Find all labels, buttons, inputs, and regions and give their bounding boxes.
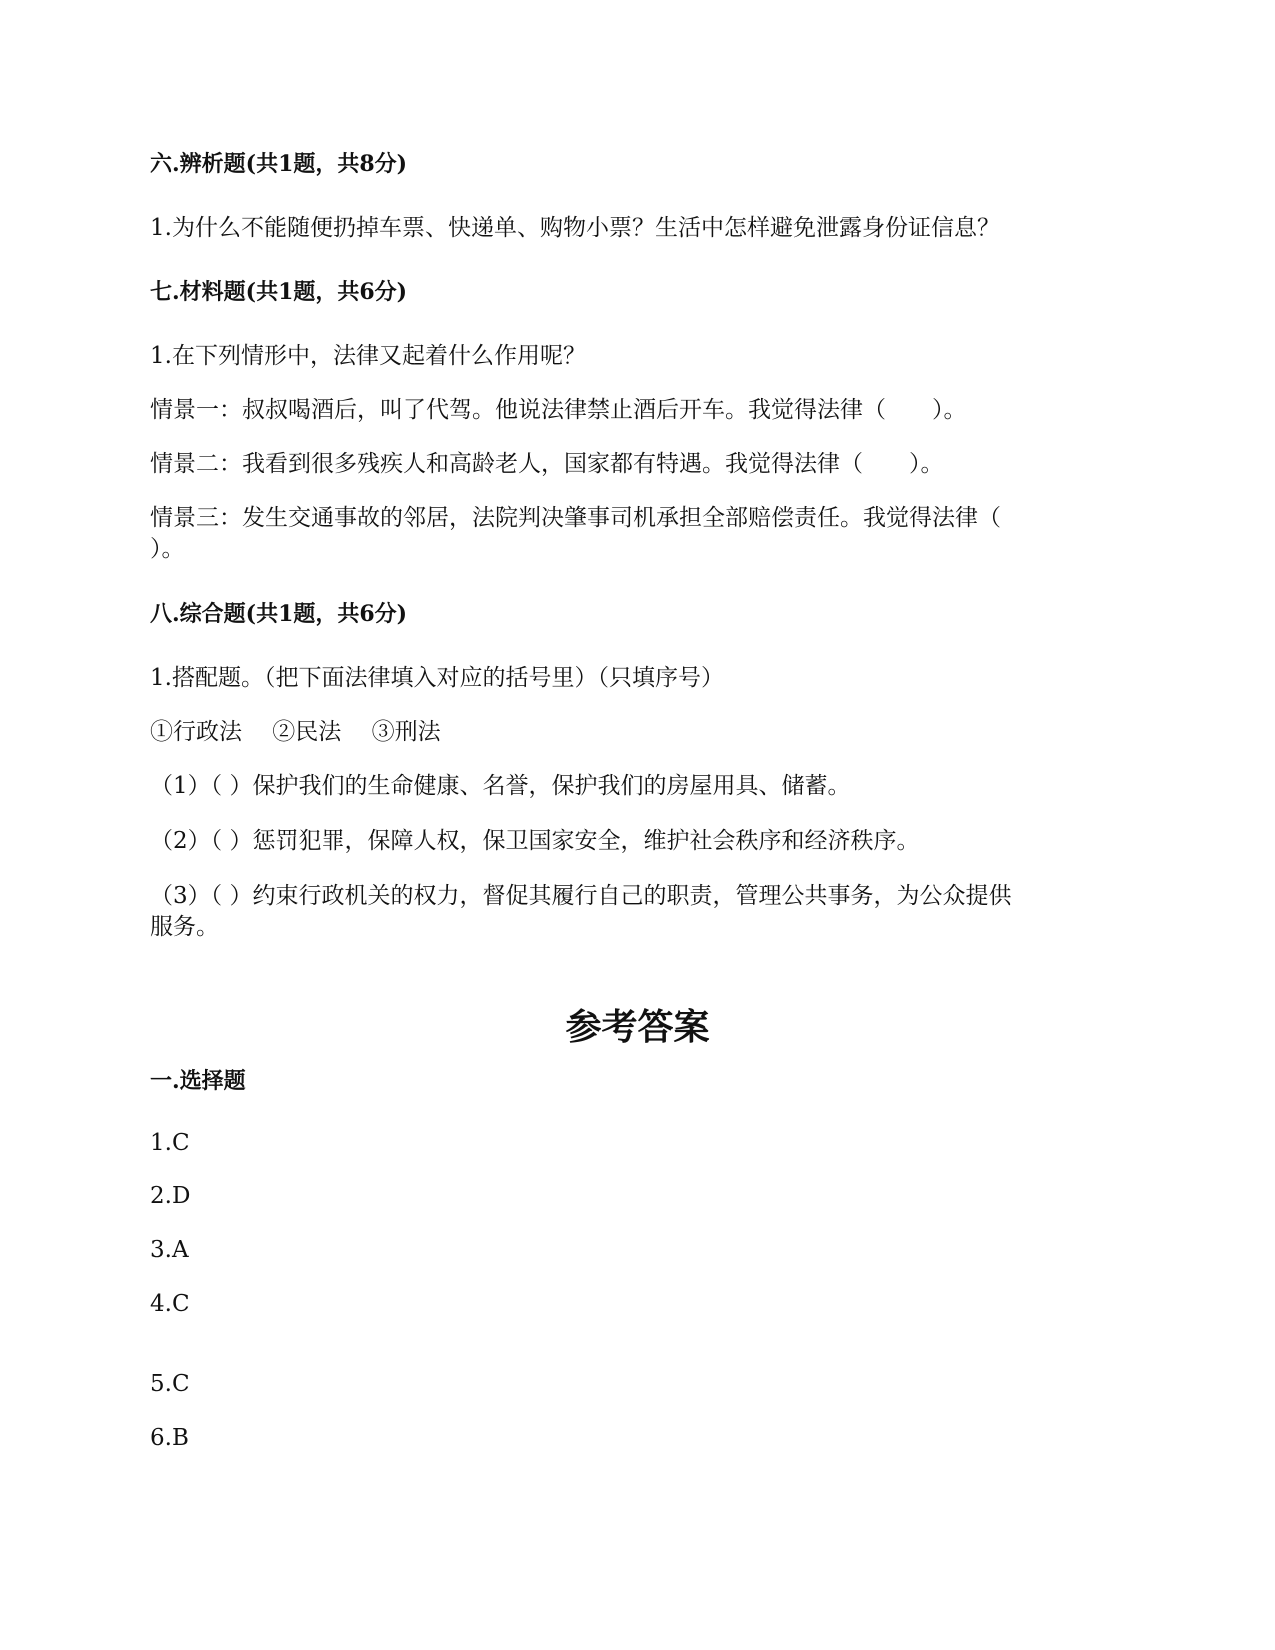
match-item-3-line-2: 服务。 xyxy=(150,914,219,940)
section-six-heading: 六.辨析题(共1题，共8分) xyxy=(150,151,408,177)
section-eight-question-1: 1.搭配题。（把下面法律填入对应的括号里）（只填序号） xyxy=(150,665,724,691)
scene-three-line-1: 情景三：发生交通事故的邻居，法院判决肇事司机承担全部赔偿责任。我觉得法律（ xyxy=(150,505,1001,531)
match-item-1: （1）（ ）保护我们的生命健康、名誉，保护我们的房屋用具、储蓄。 xyxy=(150,773,851,799)
scene-three-line-2: ）。 xyxy=(150,536,185,562)
answers-title: 参考答案 xyxy=(565,1006,710,1048)
scene-two: 情景二：我看到很多残疾人和高龄老人，国家都有特遇。我觉得法律（ ）。 xyxy=(150,451,944,477)
law-options: ①行政法 ②民法 ③刑法 xyxy=(150,719,441,745)
section-eight-heading: 八.综合题(共1题，共6分) xyxy=(150,601,408,627)
answer-item: 3.A xyxy=(150,1237,189,1263)
answer-item: 4.C xyxy=(150,1291,190,1317)
answer-item: 2.D xyxy=(150,1183,191,1209)
answers-section-one-heading: 一.选择题 xyxy=(150,1068,246,1094)
match-item-2: （2）（ ）惩罚犯罪，保障人权，保卫国家安全，维护社会秩序和经济秩序。 xyxy=(150,828,920,854)
section-seven-question-1: 1.在下列情形中，法律又起着什么作用呢？ xyxy=(150,343,586,369)
section-six-question-1: 1.为什么不能随便扔掉车票、快递单、购物小票？生活中怎样避免泄露身份证信息？ xyxy=(150,215,1000,241)
answer-item: 6.B xyxy=(150,1425,189,1451)
scene-one: 情景一：叔叔喝酒后，叫了代驾。他说法律禁止酒后开车。我觉得法律（ ）。 xyxy=(150,397,967,423)
answer-item: 5.C xyxy=(150,1371,190,1397)
answer-item: 1.C xyxy=(150,1130,190,1156)
match-item-3-line-1: （3）（ ）约束行政机关的权力，督促其履行自己的职责，管理公共事务，为公众提供 xyxy=(150,883,1012,909)
section-seven-heading: 七.材料题(共1题，共6分) xyxy=(150,279,408,305)
